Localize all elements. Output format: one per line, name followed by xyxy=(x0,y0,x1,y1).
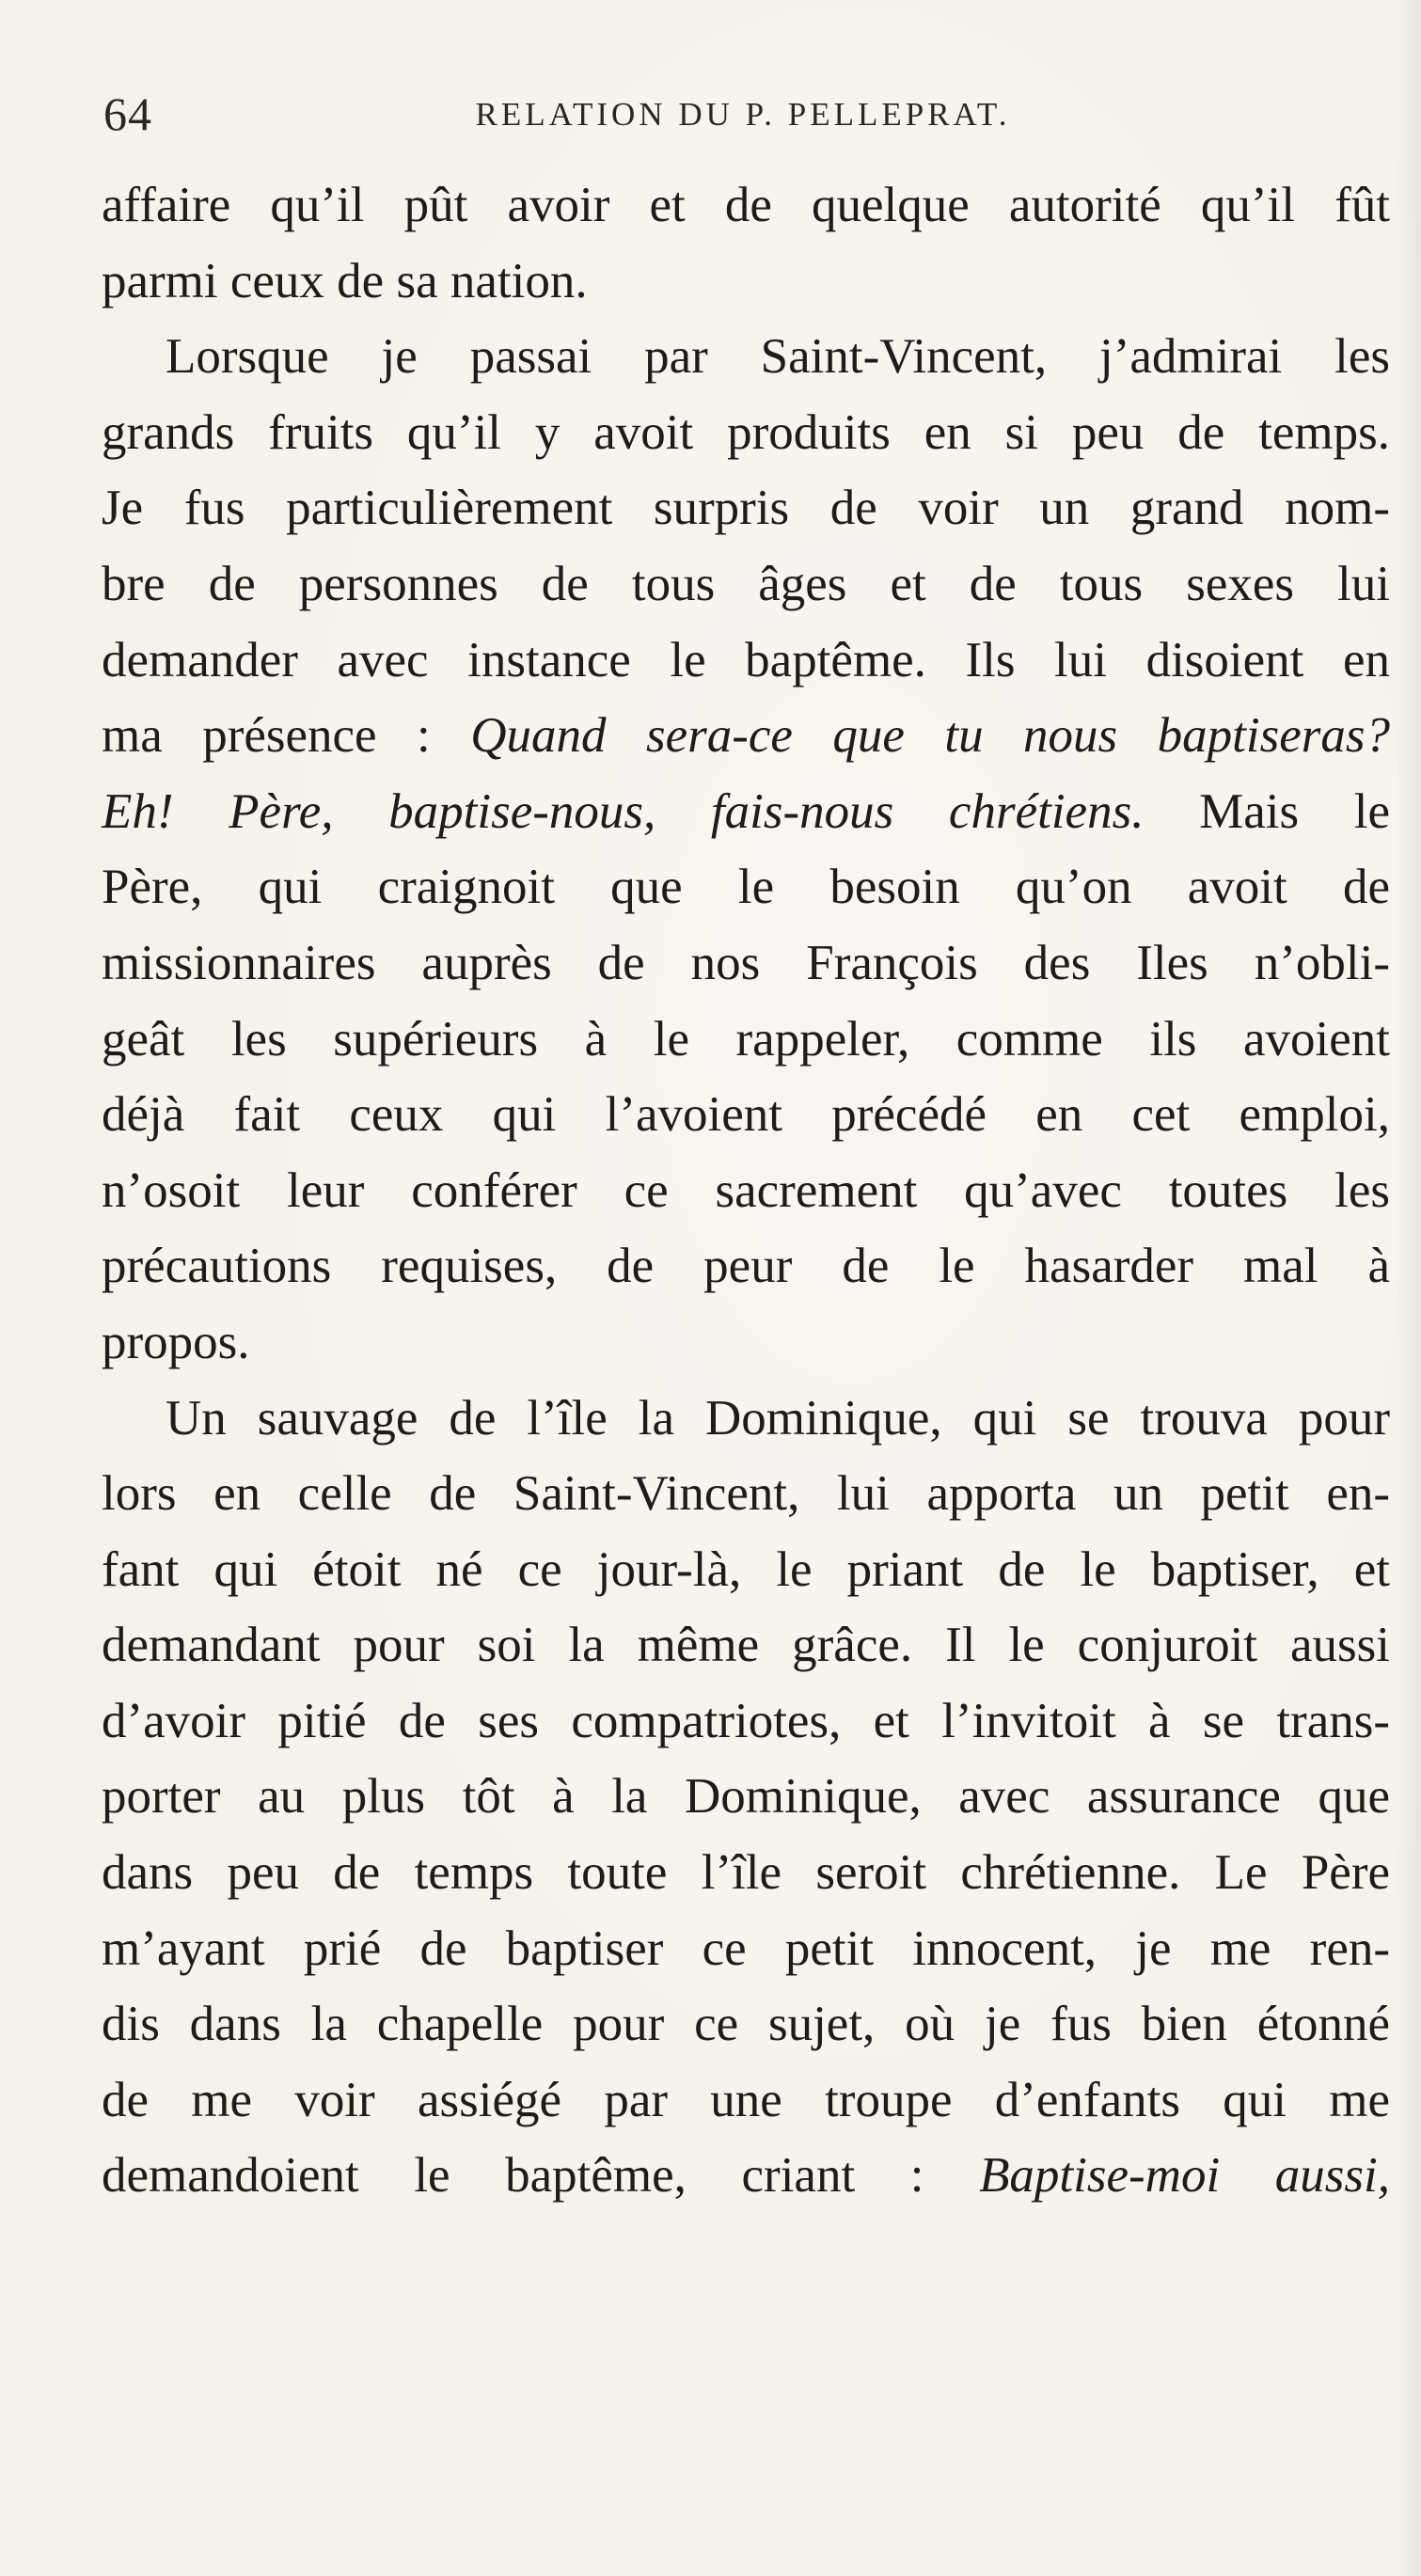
text-line: demandant pour soi la même grâce. Il le conjuroit aussi xyxy=(102,1618,1390,1673)
text-line: m’ayant prié de baptiser ce petit innocent, je me ren- xyxy=(102,1920,1390,1976)
text-line: demander avec instance le baptême. Ils lui disoient en xyxy=(102,632,1390,687)
text-line: fant qui étoit né ce jour-là, le priant de le baptiser, et xyxy=(102,1541,1390,1597)
text-line: Un sauvage de l’île la Dominique, qui se trouva pour xyxy=(166,1390,1390,1446)
page-edge-shadow xyxy=(1397,0,1421,2576)
text-line: porter au plus tôt à la Dominique, avec assurance que xyxy=(102,1769,1390,1825)
text-line: geât les supérieurs à le rappeler, comme ils avoient xyxy=(102,1011,1390,1067)
italic-quote: Eh! Père, baptise-nous, fais-nous chrétiens. xyxy=(102,783,1145,839)
text-line xyxy=(102,774,1390,850)
text-line: Père, qui craignoit que le besoin qu’on avoit de xyxy=(102,860,1390,915)
text-line: Je fus particulièrement surpris de voir un grand nom- xyxy=(102,481,1390,536)
body-text xyxy=(102,167,1390,2214)
text-line: déjà fait ceux qui l’avoient précédé en cet emploi, xyxy=(102,1087,1390,1143)
italic-quote: Baptise-moi aussi, xyxy=(979,2148,1390,2204)
text-line: dans peu de temps toute l’île seroit chrétienne. Le Père xyxy=(102,1845,1390,1901)
text-line: bre de personnes de tous âges et de tous sexes lui xyxy=(102,556,1390,611)
page-header xyxy=(103,87,1392,143)
text-line: n’osoit leur conférer ce sacrement qu’avec toutes les xyxy=(102,1162,1390,1218)
running-head: RELATION DU P. PELLEPRAT. xyxy=(475,96,1011,133)
text-line: de me voir assiégé par une troupe d’enfants qui me xyxy=(102,2072,1390,2127)
page-number: 64 xyxy=(103,87,152,140)
text-line: propos. xyxy=(102,1314,250,1369)
text-line: parmi ceux de sa nation. xyxy=(102,253,588,308)
text-line: lors en celle de Saint-Vincent, lui apporta un petit en- xyxy=(102,1466,1390,1522)
text-line: précautions requises, de peur de le hasarder mal à xyxy=(102,1239,1390,1294)
text-line: affaire qu’il pût avoir et de quelque autorité qu’il fût xyxy=(102,178,1390,232)
text-line: dis dans la chapelle pour ce sujet, où je fus bien étonné xyxy=(102,1997,1390,2052)
text-line: grands fruits qu’il y avoit produits en si peu de temps. xyxy=(102,404,1390,460)
text-line xyxy=(102,698,1390,774)
text-run: ma présence : xyxy=(102,708,471,764)
italic-quote: Quand sera-ce que tu nous baptiseras? xyxy=(470,708,1390,764)
text-run: demandoient le baptême, criant : xyxy=(102,2148,980,2204)
text-run: Mais le xyxy=(1144,783,1390,839)
text-line xyxy=(102,2138,1390,2214)
text-line: Lorsque je passai par Saint-Vincent, j’admirai les xyxy=(166,329,1390,385)
text-line: d’avoir pitié de ses compatriotes, et l’invitoit à se trans- xyxy=(102,1693,1390,1748)
text-line: missionnaires auprès de nos François des Iles n’obli- xyxy=(102,935,1390,990)
